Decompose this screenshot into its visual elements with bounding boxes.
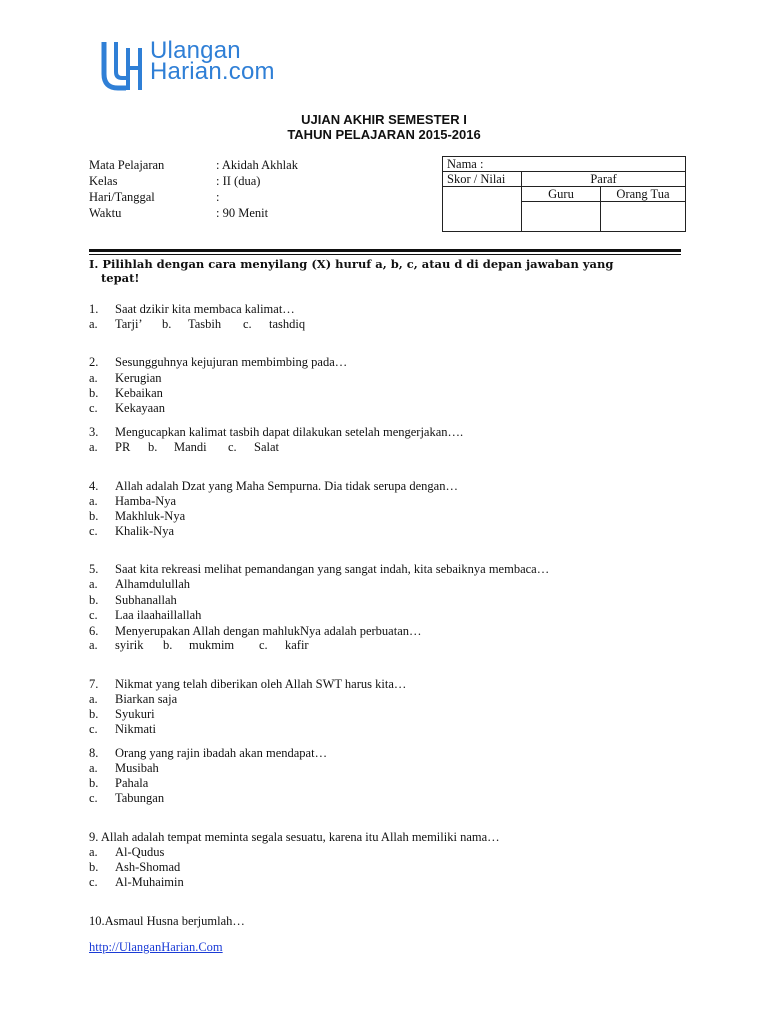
question-9 [89, 830, 689, 845]
option-letter[interactable]: b. [163, 638, 173, 652]
option-letter[interactable]: c. [259, 638, 268, 652]
question-number: 4. [89, 479, 99, 493]
option-letter[interactable]: b. [89, 776, 99, 790]
option-letter[interactable]: b. [89, 707, 99, 721]
question-text-body: Asmaul Husna berjumlah… [104, 914, 245, 928]
exam-title: UJIAN AKHIR SEMESTER I [301, 112, 467, 127]
option-text: Kerugian [115, 371, 162, 385]
logo-mark-icon [100, 38, 150, 94]
score-box [442, 156, 686, 232]
divider-thick [89, 249, 681, 252]
option-text: Hamba-Nya [115, 494, 177, 508]
exam-year: TAHUN PELAJARAN 2015-2016 [287, 127, 481, 142]
option-letter[interactable]: b. [89, 593, 99, 607]
option-letter[interactable]: a. [89, 845, 98, 859]
question-text-body: Allah adalah tempat meminta segala sesuatu, karena itu Allah memiliki nama… [100, 830, 500, 844]
info-label: Mata Pelajaran [89, 158, 165, 172]
question-text [89, 830, 500, 844]
option-text: tashdiq [269, 317, 306, 331]
info-value: : II (dua) [216, 174, 261, 188]
paraf-header-cell: Paraf [522, 172, 686, 187]
info-row-date [89, 189, 409, 205]
option-text: Salat [254, 440, 279, 454]
instruction-line1: I. Pilihlah dengan cara menyilang (X) huruf a, b, c, atau d di depan jawaban yang [89, 257, 614, 271]
option-letter[interactable]: a. [89, 440, 98, 454]
option-text: Tabungan [115, 791, 165, 805]
score-label-cell: Skor / Nilai [443, 172, 522, 187]
option-text: Mandi [174, 440, 207, 454]
orang-tua-sign-cell[interactable] [601, 202, 686, 232]
option-letter[interactable]: c. [228, 440, 237, 454]
option-text: Alhamdulullah [115, 577, 190, 591]
option-text: Laa ilaahaillallah [115, 608, 202, 622]
option-text: Al-Muhaimin [115, 875, 184, 889]
option-text: Tarji’ [115, 317, 143, 331]
question-text [89, 914, 245, 928]
option-letter[interactable]: b. [162, 317, 172, 331]
question-text: Sesungguhnya kejujuran membimbing pada… [115, 355, 348, 369]
logo-text-line2: Harian.com [150, 58, 275, 85]
option-text: Biarkan saja [115, 692, 178, 706]
option-letter[interactable]: c. [89, 524, 98, 538]
question-number: 5. [89, 562, 99, 576]
info-value: : Akidah Akhlak [216, 158, 298, 172]
option-letter[interactable]: c. [89, 875, 98, 889]
question-number: 9. [89, 830, 99, 844]
question-text: Orang yang rajin ibadah akan mendapat… [115, 746, 328, 760]
question-text: Menyerupakan Allah dengan mahlukNya adalah perbuatan… [115, 624, 422, 638]
option-letter[interactable]: c. [89, 791, 98, 805]
option-letter[interactable]: c. [89, 608, 98, 622]
option-text: Syukuri [115, 707, 155, 721]
guru-header-cell: Guru [522, 187, 601, 202]
question-number: 10. [89, 914, 105, 928]
option-letter[interactable]: b. [89, 509, 99, 523]
option-text: Musibah [115, 761, 159, 775]
question-text: Nikmat yang telah diberikan oleh Allah SWT harus kita… [115, 677, 407, 691]
site-logo [100, 38, 320, 94]
guru-sign-cell[interactable] [522, 202, 601, 232]
option-text: Nikmati [115, 722, 156, 736]
option-text: Ash-Shomad [115, 860, 181, 874]
question-text: Saat dzikir kita membaca kalimat… [115, 302, 295, 316]
option-letter[interactable]: b. [89, 386, 99, 400]
info-label: Waktu [89, 206, 122, 220]
question-text: Mengucapkan kalimat tasbih dapat dilakukan setelah mengerjakan…. [115, 425, 464, 439]
instruction [89, 257, 649, 285]
option-text: Tasbih [188, 317, 222, 331]
option-text: Makhluk-Nya [115, 509, 186, 523]
option-letter[interactable]: a. [89, 577, 98, 591]
option-letter[interactable]: a. [89, 761, 98, 775]
name-cell[interactable]: Nama : [443, 157, 686, 172]
option-text: PR [115, 440, 131, 454]
option-letter[interactable]: b. [89, 860, 99, 874]
question-number: 2. [89, 355, 99, 369]
question-number: 8. [89, 746, 99, 760]
footer-link[interactable]: http://UlanganHarian.Com [89, 940, 223, 954]
question-text: Saat kita rekreasi melihat pemandangan yang sangat indah, kita sebaiknya membaca… [115, 562, 550, 576]
option-text: Pahala [115, 776, 149, 790]
question-number: 1. [89, 302, 99, 316]
option-letter[interactable]: c. [89, 722, 98, 736]
question-number: 3. [89, 425, 99, 439]
info-label: Kelas [89, 174, 118, 188]
exam-info [89, 157, 409, 221]
question-number: 6. [89, 624, 99, 638]
option-letter[interactable]: a. [89, 494, 98, 508]
score-value-cell[interactable] [443, 187, 522, 232]
question-number: 7. [89, 677, 99, 691]
question-10 [89, 914, 689, 929]
option-text: syirik [115, 638, 144, 652]
info-row-class [89, 173, 409, 189]
option-letter[interactable]: c. [89, 401, 98, 415]
option-text: Subhanallah [115, 593, 177, 607]
option-letter[interactable]: b. [148, 440, 158, 454]
instruction-line2: tepat! [101, 271, 140, 285]
option-letter[interactable]: a. [89, 638, 98, 652]
option-letter[interactable]: a. [89, 317, 98, 331]
info-value: : 90 Menit [216, 206, 269, 220]
option-letter[interactable]: a. [89, 692, 98, 706]
info-row-time [89, 205, 409, 221]
option-text: Khalik-Nya [115, 524, 175, 538]
option-text: Al-Qudus [115, 845, 165, 859]
info-row-subject [89, 157, 409, 173]
option-letter[interactable]: a. [89, 371, 98, 385]
option-text: Kebaikan [115, 386, 163, 400]
option-text: kafir [285, 638, 309, 652]
divider-thin [89, 254, 681, 255]
orang-tua-header-cell: Orang Tua [601, 187, 686, 202]
logo-text-line1: Ulangan [150, 37, 241, 64]
option-text: mukmim [189, 638, 235, 652]
option-letter[interactable]: c. [243, 317, 252, 331]
question-text: Allah adalah Dzat yang Maha Sempurna. Dia tidak serupa dengan… [115, 479, 458, 493]
info-value: : [216, 190, 220, 204]
option-text: Kekayaan [115, 401, 165, 415]
info-label: Hari/Tanggal [89, 190, 155, 204]
